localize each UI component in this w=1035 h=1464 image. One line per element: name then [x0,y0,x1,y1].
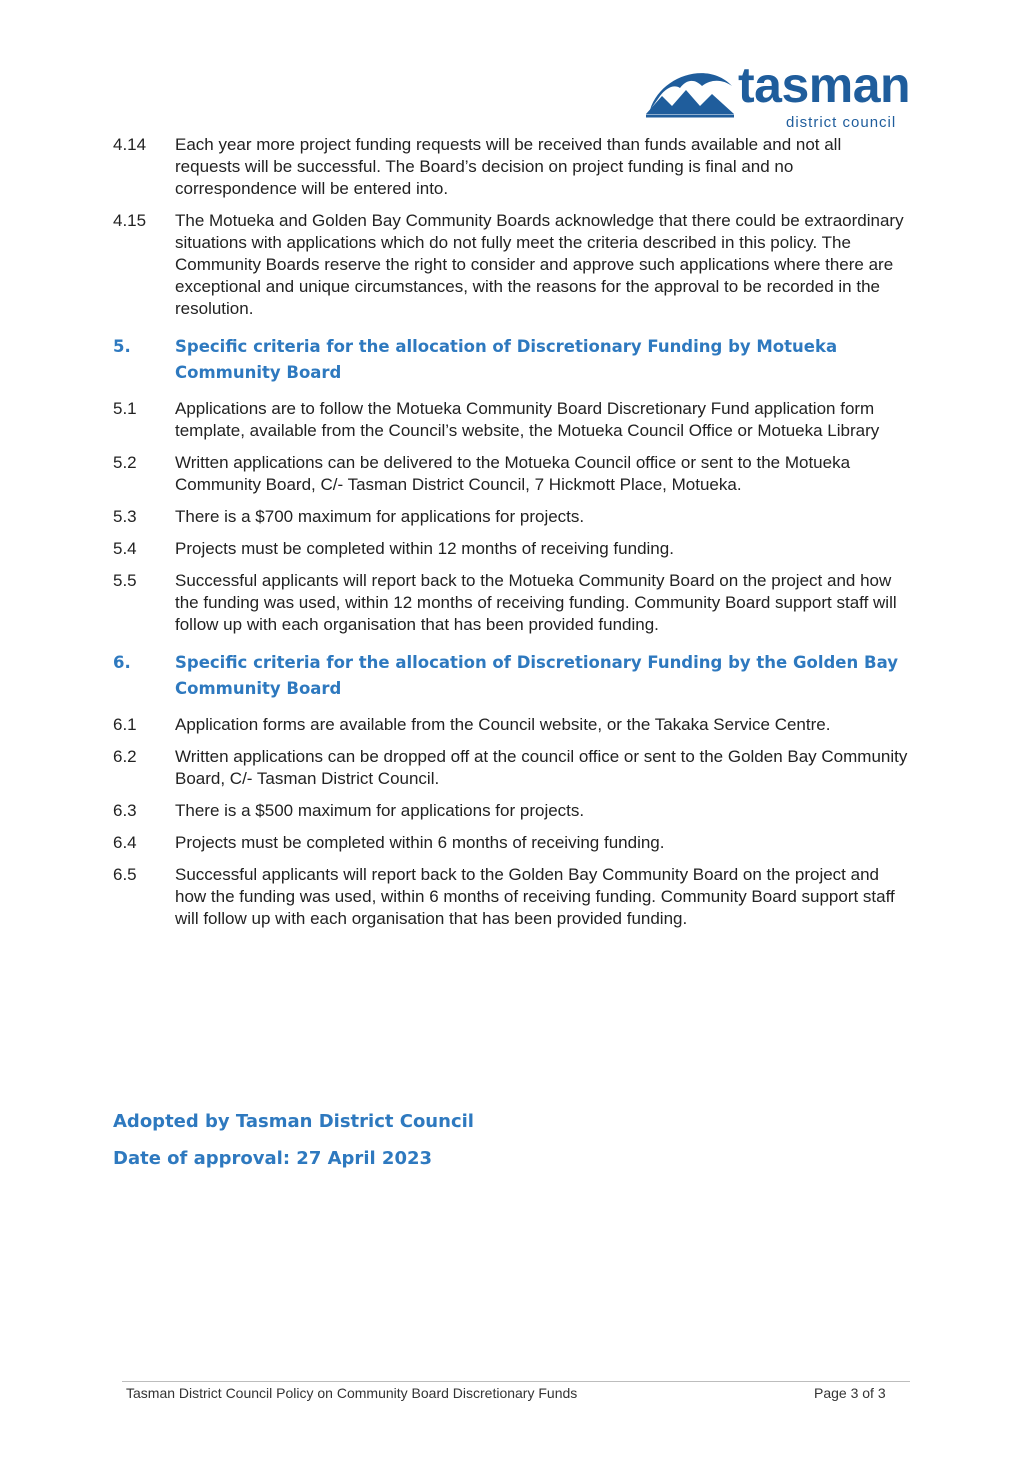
section-title: Specific criteria for the allocation of Discretionary Funding by the Golden Bay Community Board [175,653,898,698]
clause-number: 6.1 [113,715,137,734]
approval-date: Date of approval: 27 April 2023 [113,1148,433,1169]
footer-title: Tasman District Council Policy on Community Board Discretionary Funds [126,1385,578,1401]
clause-number: 5.1 [113,399,137,418]
section-title: Specific criteria for the allocation of Discretionary Funding by Motueka Community Board [175,337,838,382]
clause-6-1 [113,714,908,736]
clause-number: 6.4 [113,833,137,852]
clause-text: Each year more project funding requests will be received than funds available and not all requests will be successful. The Board’s decision on project funding is final and no correspondence will be entered into. [175,135,842,198]
clause-text: Projects must be completed within 12 months of receiving funding. [175,539,674,558]
clause-4-14 [113,134,908,200]
clause-6-3 [113,800,908,822]
page-number: Page 3 of 3 [814,1385,886,1401]
clause-text: There is a $500 maximum for applications for projects. [175,801,585,820]
clause-text: There is a $700 maximum for applications for projects. [175,507,585,526]
clause-4-15 [113,210,908,320]
clause-6-4 [113,832,908,854]
clause-number: 6.5 [113,865,137,884]
clause-5-3 [113,506,908,528]
clause-5-1 [113,398,908,442]
mountain-logo-icon [646,66,738,118]
clause-number: 6.2 [113,747,137,766]
policy-content [113,134,908,940]
clause-text: The Motueka and Golden Bay Community Boards acknowledge that there could be extraordinary situations with applications which do not fully meet the criteria described in this policy. The Community Boards reserve the right to consider and approve such applications where there are exceptional and unique circumstances, with the reasons for the approval to be recorded in the resolution. [175,211,904,318]
clause-number: 4.14 [113,135,147,154]
logo-subtitle: district council [786,114,897,131]
clause-number: 5.5 [113,571,137,590]
clause-5-4 [113,538,908,560]
section-number: 6. [113,653,131,672]
tasman-logo [646,57,911,134]
clause-6-5 [113,864,908,930]
clause-text: Projects must be completed within 6 months of receiving funding. [175,833,665,852]
clause-text: Application forms are available from the Council website, or the Takaka Service Centre. [175,715,831,734]
clause-text: Applications are to follow the Motueka Community Board Discretionary Fund application form template, available from the Council’s website, the Motueka Council Office or Motueka Library [175,399,880,440]
clause-number: 5.2 [113,453,137,472]
clause-6-2 [113,746,908,790]
clause-text: Successful applicants will report back to the Golden Bay Community Board on the project and how the funding was used, within 6 months of receiving funding. Community Board support staff will follow up with each organisation that has been provided funding. [175,865,895,928]
clause-number: 5.3 [113,507,137,526]
logo-wordmark: tasman [738,57,911,113]
section-6-heading [113,650,908,702]
clause-number: 4.15 [113,211,147,230]
clause-text: Written applications can be dropped off at the council office or sent to the Golden Bay Community Board, C/- Tasman District Council. [175,747,908,788]
adopted-by: Adopted by Tasman District Council [113,1111,474,1132]
clause-text: Written applications can be delivered to the Motueka Council office or sent to the Motueka Community Board, C/- Tasman District Council, 7 Hickmott Place, Motueka. [175,453,851,494]
clause-5-2 [113,452,908,496]
clause-number: 5.4 [113,539,137,558]
section-number: 5. [113,337,131,356]
clause-number: 6.3 [113,801,137,820]
clause-5-5 [113,570,908,636]
clause-text: Successful applicants will report back to the Motueka Community Board on the project and how the funding was used, within 12 months of receiving funding. Community Board support staff will follow up with each organisation that has been provided funding. [175,571,897,634]
section-5-heading [113,334,908,386]
footer-divider [122,1381,910,1382]
